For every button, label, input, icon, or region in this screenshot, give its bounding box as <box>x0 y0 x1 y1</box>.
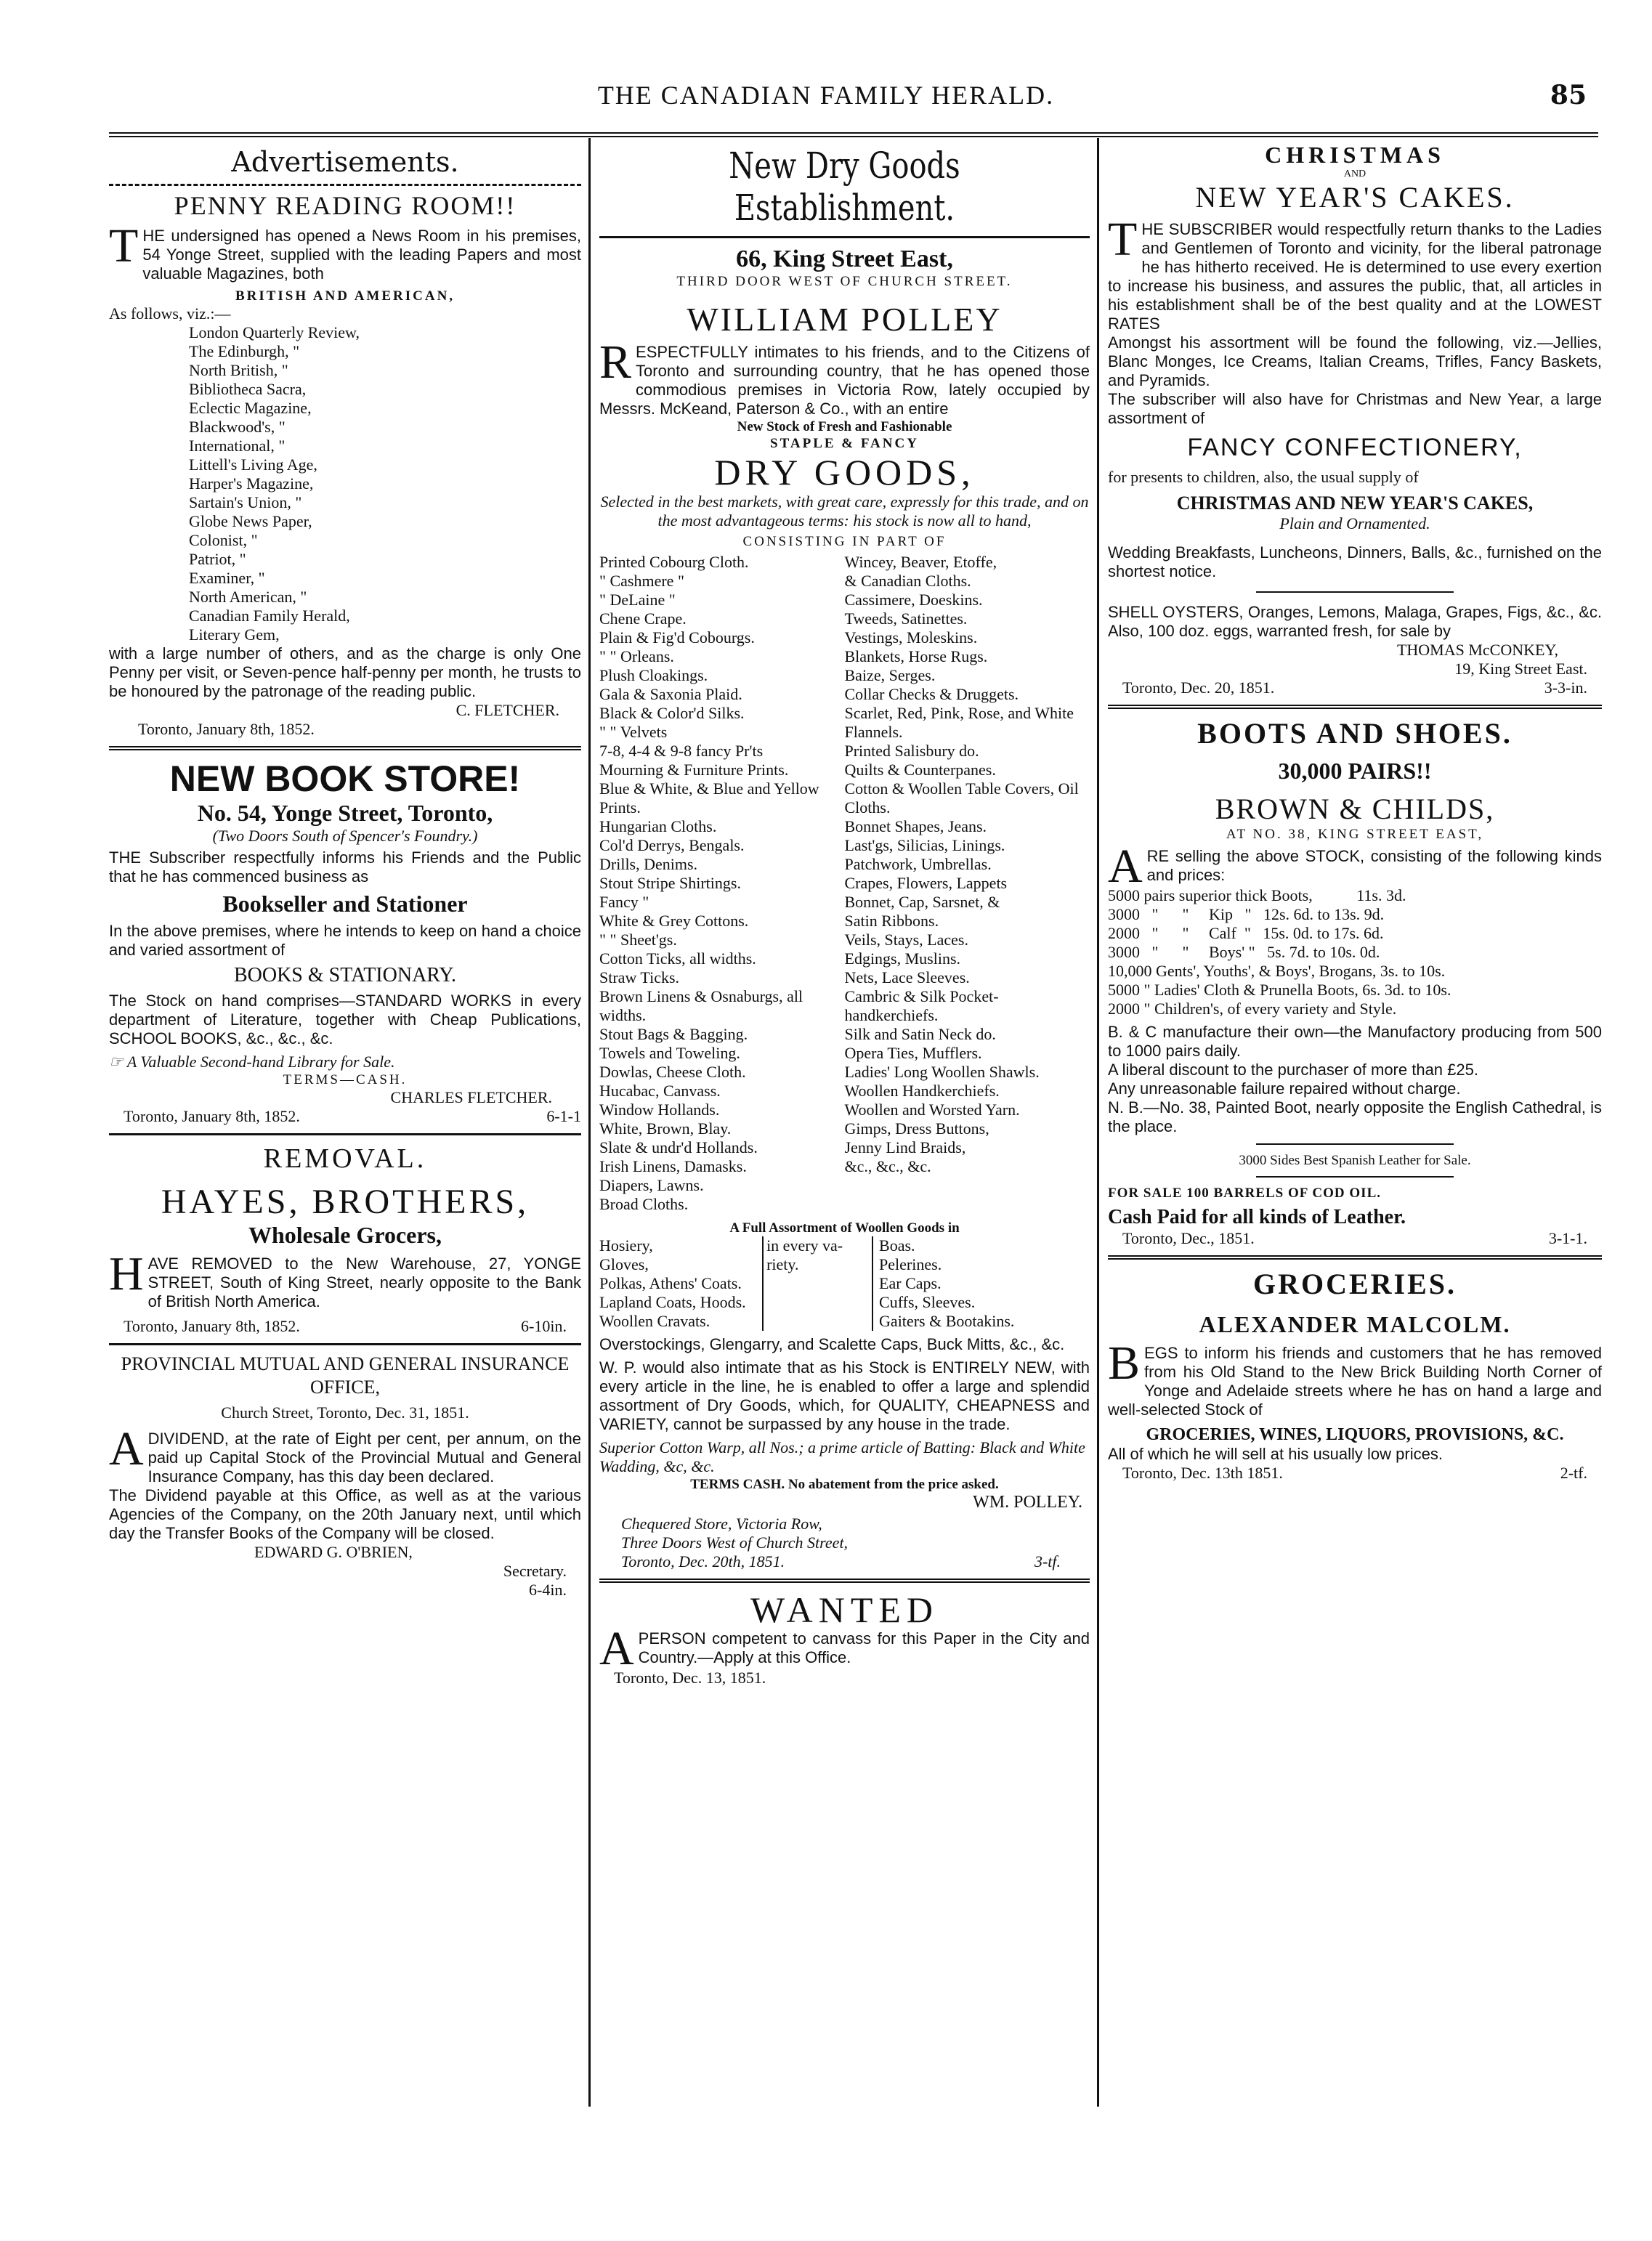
groceries-ad <box>1108 1267 1602 1483</box>
drop-cap: A <box>1108 840 1143 893</box>
drop-cap: A <box>109 1422 144 1475</box>
ad-heading: DRY GOODS, <box>714 452 975 493</box>
ad-body: Any unreasonable failure repaired without charge. <box>1108 1079 1461 1098</box>
periodical-item: North British, " <box>189 361 288 379</box>
periodical-item: International, " <box>189 437 286 455</box>
store-line: Chequered Store, Victoria Row, <box>621 1515 822 1533</box>
price-item: 2000 " Children's, of every variety and Style. <box>1108 1000 1397 1018</box>
column-middle <box>599 142 1090 1687</box>
ad-woollen: A Full Assortment of Woollen Goods in <box>729 1220 960 1236</box>
ad-firm: HAYES, BROTHERS, <box>161 1183 530 1221</box>
ad-body: for presents to children, also, the usual supply of <box>1108 468 1419 486</box>
goods-item: Satin Ribbons. <box>844 912 939 930</box>
goods-item: " " Velvets <box>599 723 668 741</box>
goods-left <box>599 553 845 1214</box>
ad-code: 3-1-1. <box>1548 1229 1587 1247</box>
goods-item: Blankets, Horse Rugs. <box>844 647 988 665</box>
ad-body: PERSON competent to canvass for this Paper in the City and Country.—Apply at this Office. <box>638 1629 1090 1666</box>
ad-signature: WM. POLLEY. <box>973 1493 1082 1512</box>
ad-title: New Dry Goods Establishment. <box>729 145 960 229</box>
divider <box>109 746 581 750</box>
goods-item: Last'gs, Silicias, Linings. <box>844 836 1005 854</box>
ad-date: Toronto, January 8th, 1852. <box>124 1107 300 1125</box>
ad-merchant-name: WILLIAM POLLEY <box>687 301 1003 338</box>
ad-title: NEW YEAR'S CAKES. <box>1195 181 1515 214</box>
ad-title: CHRISTMAS <box>1265 142 1445 168</box>
ad-selected: Selected in the best markets, with great care, expressly for this trade, and on the most advantageous terms: his stock is now all to hand, <box>600 493 1089 530</box>
ad-title: BOOTS AND SHOES. <box>1197 717 1513 750</box>
drop-cap: T <box>1108 213 1138 266</box>
divider <box>1256 591 1454 593</box>
goods-item: Nets, Lace Sleeves. <box>844 968 970 986</box>
ad-intro: ESPECTFULLY intimates to his friends, and to the Citizens of Toronto and surrounding country, that he has opened those commodious premises in Victoria Row, lately occupied by Messrs. McKeand, Paterson & Co., with an entire <box>599 343 1090 418</box>
goods-item: Hucabac, Canvass. <box>599 1082 721 1100</box>
ad-date: Toronto, Dec. 13, 1851. <box>614 1669 766 1687</box>
goods-item: Bonnet, Cap, Sarsnet, & <box>844 893 1000 911</box>
insurance-ad <box>109 1353 581 1600</box>
ad-body: In the above premises, where he intends to keep on hand a choice and varied assortment of <box>109 922 581 959</box>
ad-body: The Stock on hand comprises—STANDARD WORKS in every department of Literature, together with Cheap Publications, SCHOOL BOOKS, &c., &c., &c. <box>109 992 581 1047</box>
goods-item: Stout Bags & Bagging. <box>599 1025 748 1043</box>
section-heading: Advertisements. <box>231 146 459 178</box>
ad-body: SHELL OYSTERS, Oranges, Lemons, Malaga, Grapes, Figs, &c., &c. Also, 100 doz. eggs, warranted fresh, for sale by <box>1108 603 1602 640</box>
woollen-list <box>599 1236 1090 1331</box>
goods-item: Dowlas, Cheese Cloth. <box>599 1063 746 1081</box>
goods-item: Patchwork, Umbrellas. <box>844 855 992 873</box>
goods-item: Slate & undr'd Hollands. <box>599 1138 758 1156</box>
ad-address: No. 54, Yonge Street, Toronto, <box>197 800 493 826</box>
goods-item: Irish Linens, Damasks. <box>599 1157 747 1175</box>
goods-item: Stout Stripe Shirtings. <box>599 874 741 892</box>
ad-stockline: New Stock of Fresh and Fashionable <box>737 419 952 434</box>
goods-item: Gimps, Dress Buttons, <box>844 1119 989 1138</box>
ad-address: 19, King Street East. <box>1454 660 1587 678</box>
woollen-item: riety. <box>766 1255 799 1273</box>
goods-item: Jenny Lind Braids, <box>844 1138 966 1156</box>
ad-body: W. P. would also intimate that as his Stock is ENTIRELY NEW, with every article in the line, he is enabled to offer a large and splendid assortment of Dry Goods, which, for QUALITY, CHEAPNESS and VARIETY, cannot be surpassed by any house in the trade. <box>599 1358 1090 1433</box>
periodical-item: Patriot, " <box>189 550 246 568</box>
column-right <box>1108 142 1602 1483</box>
woollen-item: Woollen Cravats. <box>599 1312 710 1330</box>
goods-item: Silk and Satin Neck do. <box>844 1025 996 1043</box>
column-rule-2 <box>1097 138 1099 2107</box>
divider <box>599 1579 1090 1583</box>
ad-code: 6-10in. <box>521 1317 567 1335</box>
ad-consisting: CONSISTING IN PART OF <box>742 534 947 549</box>
periodical-item: Globe News Paper, <box>189 512 312 530</box>
ad-heading: CHRISTMAS AND NEW YEAR'S CAKES, <box>1176 493 1534 514</box>
ad-code: 6-4in. <box>529 1581 567 1599</box>
ad-body: RE selling the above STOCK, consisting of the following kinds and prices: <box>1146 847 1602 884</box>
goods-item: Collar Checks & Druggets. <box>844 685 1019 703</box>
goods-item: Veils, Stays, Laces. <box>844 931 968 949</box>
penny-reading-ad <box>109 190 581 739</box>
drop-cap: B <box>1108 1337 1141 1390</box>
ad-body: HE SUBSCRIBER would respectfully return thanks to the Ladies and Gentlemen of Toronto and vicinity, for the liberal patronage he has hitherto received. He is determined to use every exertion to increase his business, and assures the public, that, all articles in his establishment shall be of the best quality and at the LOWEST RATES <box>1108 220 1602 333</box>
periodical-list <box>109 323 581 644</box>
ad-title: PENNY READING ROOM!! <box>174 191 517 220</box>
ad-date: Toronto, January 8th, 1852. <box>138 720 315 738</box>
ad-pairs: 30,000 PAIRS!! <box>1278 758 1432 784</box>
page-number: 85 <box>1550 80 1587 110</box>
book-store-ad <box>109 758 581 1126</box>
ad-body: All of which he will sell at his usually low prices. <box>1108 1445 1443 1463</box>
goods-item: Window Hollands. <box>599 1101 720 1119</box>
goods-item: Gala & Saxonia Plaid. <box>599 685 742 703</box>
ad-subheading: BRITISH AND AMERICAN, <box>235 288 455 304</box>
ad-date: Toronto, January 8th, 1852. <box>124 1317 300 1335</box>
goods-item: Ladies' Long Woollen Shawls. <box>844 1063 1040 1081</box>
ad-warp: Superior Cotton Warp, all Nos.; a prime article of Batting: Black and White Wadding, &c, &c. <box>599 1438 1085 1475</box>
ad-body: AVE REMOVED to the New Warehouse, 27, YONGE STREET, South of King Street, nearly opposite to the Bank of British North America. <box>147 1255 581 1310</box>
ad-terms: TERMS CASH. No abatement from the price asked. <box>690 1477 999 1492</box>
periodical-item: Canadian Family Herald, <box>189 607 350 625</box>
periodical-item: Literary Gem, <box>189 625 280 644</box>
goods-item: Towels and Toweling. <box>599 1044 740 1062</box>
divider <box>109 1133 581 1135</box>
ad-signature: CHARLES FLETCHER. <box>390 1088 552 1106</box>
goods-item: Fancy " <box>599 893 649 911</box>
goods-item: Diapers, Lawns. <box>599 1176 704 1194</box>
ad-follows: As follows, viz.:— <box>109 304 231 323</box>
ad-firm: BROWN & CHILDS, <box>1215 793 1495 825</box>
ad-date: Toronto, Dec. 20, 1851. <box>1122 678 1275 697</box>
ad-signature: THOMAS McCONKEY, <box>1396 641 1558 659</box>
woollen-item: Lapland Coats, Hoods. <box>599 1293 746 1311</box>
goods-item: Cassimere, Doeskins. <box>844 591 983 609</box>
goods-item: 7-8, 4-4 & 9-8 fancy Pr'ts <box>599 742 764 760</box>
periodical-item: Littell's Living Age, <box>189 455 317 474</box>
periodical-item: Examiner, " <box>189 569 265 587</box>
goods-item: Plush Cloakings. <box>599 666 708 684</box>
ad-heading: FANCY CONFECTIONERY, <box>1187 434 1523 461</box>
boots-ad <box>1108 716 1602 1248</box>
divider <box>109 1343 581 1345</box>
ad-code: 6-1-1 <box>546 1107 581 1125</box>
goods-item: Cambric & Silk Pocket-handkerchiefs. <box>844 987 999 1024</box>
periodical-item: North American, " <box>189 588 307 606</box>
goods-item: Edgings, Muslins. <box>844 949 961 968</box>
ad-trade: Wholesale Grocers, <box>248 1222 442 1248</box>
price-item: 3000 " " Kip " 12s. 6d. to 13s. 9d. <box>1108 905 1385 923</box>
ad-body: with a large number of others, and as the charge is only One Penny per visit, or Seven-pence half-penny per month, he trusts to be honoured by the patronage of the reading public. <box>109 644 581 700</box>
ad-title: WANTED <box>750 1589 939 1630</box>
ad-signature: EDWARD G. O'BRIEN, <box>254 1543 413 1561</box>
removal-ad <box>109 1143 581 1336</box>
newspaper-title: THE CANADIAN FAMILY HERALD. <box>597 81 1055 110</box>
ad-body: THE Subscriber respectfully informs his Friends and the Public that he has commenced business as <box>109 848 581 886</box>
goods-item: Quilts & Counterpanes. <box>844 761 996 779</box>
goods-item: Vestings, Moleskins. <box>844 628 978 647</box>
goods-item: Printed Salisbury do. <box>844 742 979 760</box>
ad-staple: STAPLE & FANCY <box>770 436 919 451</box>
goods-item: Cotton & Woollen Table Covers, Oil Cloths. <box>844 779 1079 816</box>
goods-item: Bonnet Shapes, Jeans. <box>844 817 987 835</box>
periodical-item: Blackwood's, " <box>189 418 286 436</box>
divider <box>1256 1176 1454 1178</box>
ad-body: EGS to inform his friends and customers that he has removed from his Old Stand to the New Brick Building North Corner of Yonge and Adelaide streets where he has on hand a large and well-selected Stock of <box>1108 1344 1602 1419</box>
goods-item: Plain & Fig'd Cobourgs. <box>599 628 755 647</box>
cakes-ad <box>1108 142 1602 697</box>
goods-item: Black & Color'd Silks. <box>599 704 745 722</box>
drop-cap: H <box>109 1247 144 1300</box>
goods-item: Cotton Ticks, all widths. <box>599 949 756 968</box>
ad-signature: C. FLETCHER. <box>455 701 559 719</box>
drop-cap: A <box>599 1622 634 1675</box>
ad-body: Overstockings, Glengarry, and Scalette Caps, Buck Mitts, &c., &c. <box>599 1335 1065 1353</box>
goods-item: " Cashmere " <box>599 572 684 590</box>
store-line: Toronto, Dec. 20th, 1851. <box>621 1552 785 1571</box>
price-item: 5000 pairs superior thick Boots, 11s. 3d. <box>1108 886 1406 904</box>
column-left <box>109 142 581 1600</box>
page-header <box>0 80 1652 123</box>
ad-title: REMOVAL. <box>263 1143 427 1174</box>
ad-body: Wedding Breakfasts, Luncheons, Dinners, Balls, &c., furnished on the shortest notice. <box>1108 543 1602 580</box>
price-list <box>1108 886 1602 1018</box>
ad-body: The subscriber will also have for Christmas and New Year, a large assortment of <box>1108 390 1602 427</box>
wanted-ad <box>599 1590 1090 1687</box>
divider <box>599 236 1090 238</box>
ad-note: ☞ A Valuable Second-hand Library for Sale. <box>109 1053 395 1071</box>
ad-code: 3-3-in. <box>1544 678 1587 697</box>
ad-title: NEW BOOK STORE! <box>169 758 521 799</box>
goods-item: Woollen and Worsted Yarn. <box>844 1101 1020 1119</box>
goods-item: " " Orleans. <box>599 647 674 665</box>
ad-intro: HE undersigned has opened a News Room in his premises, 54 Yonge Street, supplied with the leading Papers and most valuable Magazines, both <box>142 227 581 283</box>
goods-item: Printed Cobourg Cloth. <box>599 553 749 571</box>
store-line: Three Doors West of Church Street, <box>621 1533 849 1552</box>
price-item: 5000 " Ladies' Cloth & Prunella Boots, 6s. 3d. to 10s. <box>1108 981 1451 999</box>
goods-item: Scarlet, Red, Pink, Rose, and White Flannels. <box>844 704 1074 741</box>
periodical-item: Harper's Magazine, <box>189 474 314 493</box>
goods-item: Broad Cloths. <box>599 1195 689 1213</box>
goods-list <box>599 553 1090 1214</box>
woollen-item: Gaiters & Bootakins. <box>879 1312 1015 1330</box>
ad-cash: Cash Paid for all kinds of Leather. <box>1108 1206 1406 1228</box>
goods-item: &c., &c., &c. <box>844 1157 931 1175</box>
goods-item: White, Brown, Blay. <box>599 1119 732 1138</box>
ad-role: Secretary. <box>503 1562 567 1580</box>
periodical-item: Sartain's Union, " <box>189 493 302 511</box>
ad-body: Amongst his assortment will be found the following, viz.—Jellies, Blanc Monges, Ice Creams, Italian Creams, Trifles, Fancy Baskets, and Pyramids. <box>1108 333 1602 389</box>
ad-date: Toronto, Dec., 1851. <box>1122 1229 1255 1247</box>
woollen-item: Hosiery, <box>599 1236 653 1255</box>
goods-item: Crapes, Flowers, Lappets <box>844 874 1008 892</box>
ad-merchant-name: ALEXANDER MALCOLM. <box>1199 1311 1511 1337</box>
periodical-item: The Edinburgh, " <box>189 342 300 360</box>
goods-item: Wincey, Beaver, Etoffe, <box>844 553 997 571</box>
periodical-item: Bibliotheca Sacra, <box>189 380 307 398</box>
header-rule <box>109 132 1598 137</box>
goods-item: Tweeds, Satinettes. <box>844 609 968 628</box>
ad-title: GROCERIES. <box>1252 1268 1457 1300</box>
divider <box>1108 1255 1602 1260</box>
goods-item: " " Sheet'gs. <box>599 931 677 949</box>
ad-body: A liberal discount to the purchaser of more than £25. <box>1108 1061 1478 1079</box>
ad-stock: BOOKS & STATIONARY. <box>233 964 457 986</box>
periodical-item: Colonist, " <box>189 531 258 549</box>
ad-body: B. & C manufacture their own—the Manufactory producing from 500 to 1000 pairs daily. <box>1108 1023 1602 1060</box>
ad-date: Toronto, Dec. 13th 1851. <box>1122 1464 1283 1482</box>
ad-code: 3-tf. <box>1034 1552 1061 1571</box>
goods-item: Hungarian Cloths. <box>599 817 717 835</box>
ad-oil: FOR SALE 100 BARRELS OF COD OIL. <box>1108 1186 1381 1201</box>
goods-item: Blue & White, & Blue and Yellow Prints. <box>599 779 819 816</box>
ad-and: AND <box>1343 169 1366 179</box>
ad-title: PROVINCIAL MUTUAL AND GENERAL INSURANCE OFFICE, <box>121 1353 570 1398</box>
divider <box>109 184 581 186</box>
periodical-item: Eclectic Magazine, <box>189 399 312 417</box>
woollen-item: Ear Caps. <box>879 1274 942 1292</box>
goods-item: Col'd Derrys, Bengals. <box>599 836 745 854</box>
divider <box>1256 1143 1454 1145</box>
goods-item: Chene Crape. <box>599 609 687 628</box>
goods-item: Brown Linens & Osnaburgs, all widths. <box>599 987 803 1024</box>
woollen-item: Cuffs, Sleeves. <box>879 1293 976 1311</box>
price-item: 2000 " " Calf " 15s. 0d. to 17s. 6d. <box>1108 924 1384 942</box>
ad-body: DIVIDEND, at the rate of Eight per cent, per annum, on the paid up Capital Stock of the Provincial Mutual and General Insurance Company, has this day been declared. <box>147 1430 581 1486</box>
goods-item: Opera Ties, Mufflers. <box>844 1044 982 1062</box>
price-item: 10,000 Gents', Youths', & Boys', Brogans, 3s. to 10s. <box>1108 962 1446 980</box>
divider <box>1108 705 1602 709</box>
drop-cap: T <box>109 219 139 272</box>
ad-address: 66, King Street East, <box>736 246 953 272</box>
ad-terms: TERMS—CASH. <box>283 1072 408 1087</box>
goods-item: & Canadian Cloths. <box>844 572 971 590</box>
ad-body: N. B.—No. 38, Painted Boot, nearly opposite the English Cathedral, is the place. <box>1108 1098 1602 1135</box>
price-item: 3000 " " Boys' " 5s. 7d. to 10s. 0d. <box>1108 943 1380 961</box>
woollen-item: Pelerines. <box>879 1255 942 1273</box>
woollen-item: Gloves, <box>599 1255 649 1273</box>
woollen-item: in every va- <box>766 1236 843 1255</box>
ad-goods: GROCERIES, WINES, LIQUORS, PROVISIONS, &C. <box>1146 1425 1564 1444</box>
goods-item: White & Grey Cottons. <box>599 912 749 930</box>
goods-item: " DeLaine " <box>599 591 676 609</box>
periodical-item: London Quarterly Review, <box>189 323 360 341</box>
ad-leather: 3000 Sides Best Spanish Leather for Sale. <box>1239 1153 1471 1168</box>
goods-right <box>845 553 1090 1214</box>
column-rule-1 <box>588 138 591 2107</box>
ad-plain: Plain and Ornamented. <box>1279 514 1430 532</box>
goods-item: Woollen Handkerchiefs. <box>844 1082 1000 1100</box>
ad-address: AT NO. 38, KING STREET EAST, <box>1226 827 1484 842</box>
goods-item: Drills, Denims. <box>599 855 698 873</box>
woollen-item: Boas. <box>879 1236 915 1255</box>
goods-item: Baize, Serges. <box>844 666 936 684</box>
ad-subtitle: (Two Doors South of Spencer's Foundry.) <box>212 827 478 845</box>
drop-cap: R <box>599 336 632 389</box>
ad-trade: Bookseller and Stationer <box>222 891 468 917</box>
ad-code: 2-tf. <box>1560 1464 1587 1482</box>
ad-subtitle: THIRD DOOR WEST OF CHURCH STREET. <box>676 274 1013 289</box>
goods-item: Mourning & Furniture Prints. <box>599 761 789 779</box>
goods-item: Straw Ticks. <box>599 968 680 986</box>
ad-body: The Dividend payable at this Office, as well as at the various Agencies of the Company, on the 20th January next, until which day the Transfer Books of the Company will be closed. <box>109 1486 581 1542</box>
ad-place: Church Street, Toronto, Dec. 31, 1851. <box>221 1403 469 1422</box>
woollen-item: Polkas, Athens' Coats. <box>599 1274 742 1292</box>
